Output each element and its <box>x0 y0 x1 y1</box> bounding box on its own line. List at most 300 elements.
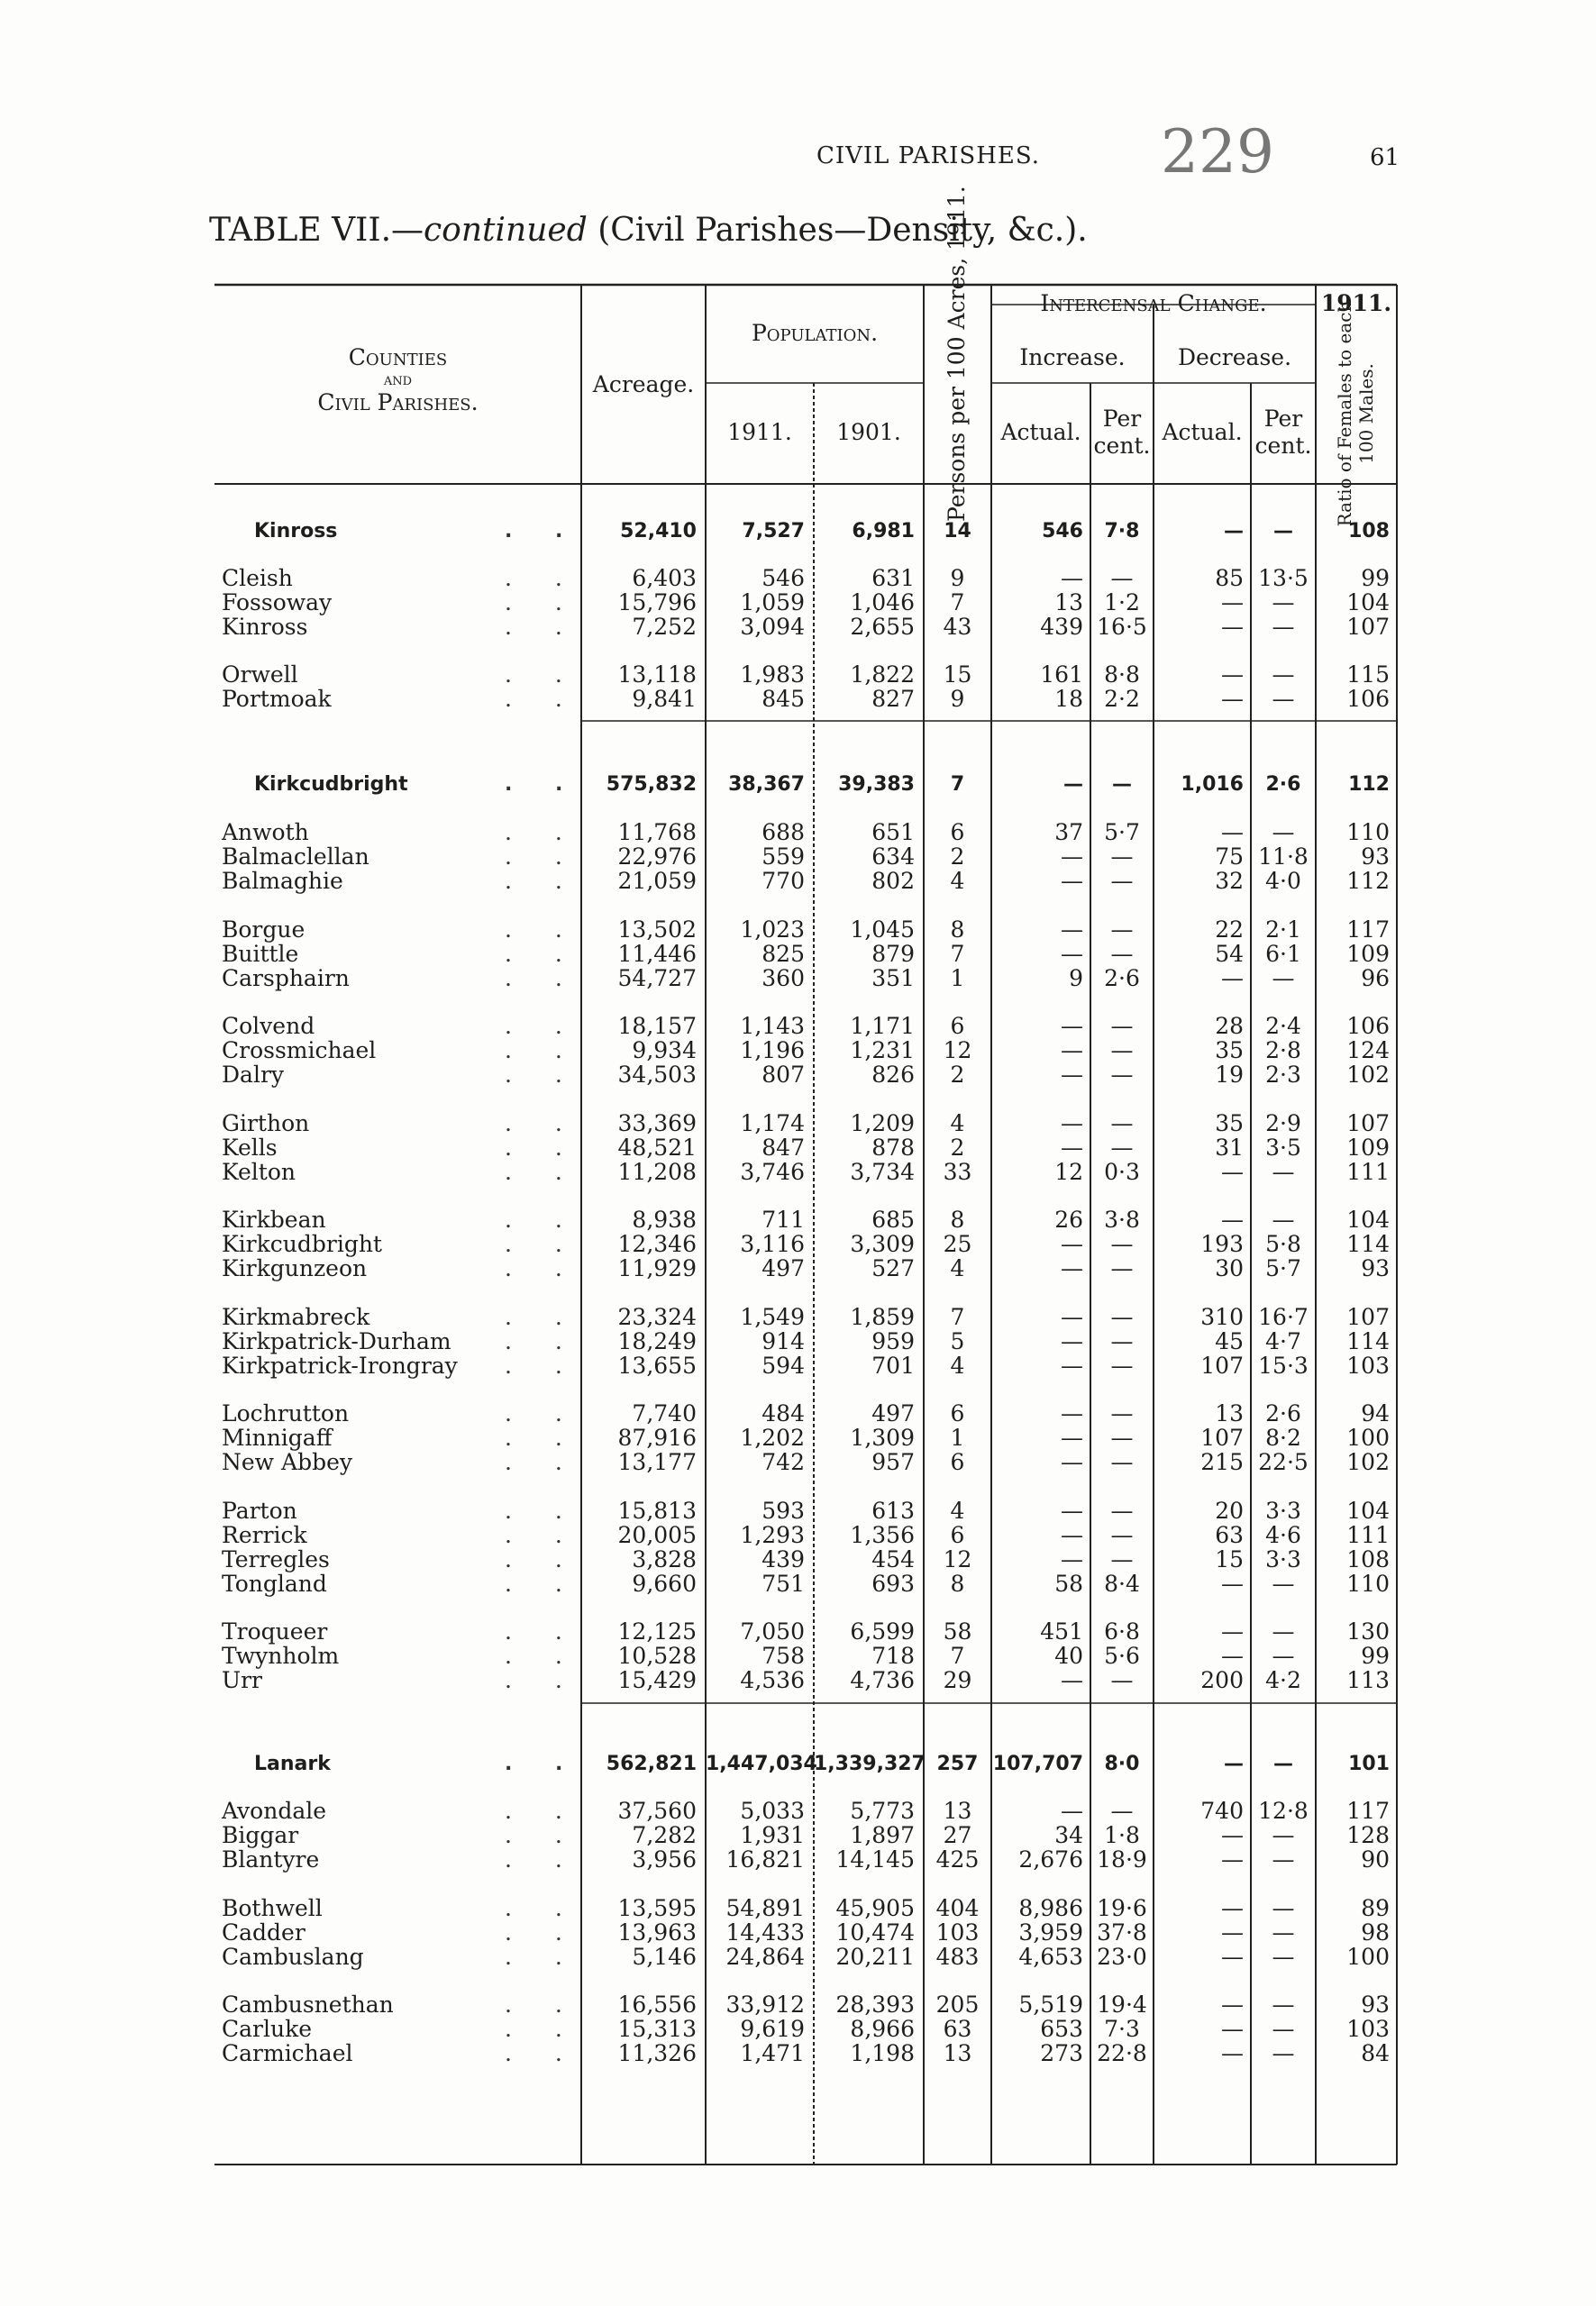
cell-inc-pct: 18·9 <box>1097 1846 1147 1873</box>
cell-ratio: 109 <box>1346 1135 1390 1161</box>
leader-dots: . . <box>505 520 581 542</box>
cell-p1901: 718 <box>871 1643 915 1669</box>
cell-p1911: 1,143 <box>740 1013 805 1039</box>
cell-p1911: 3,094 <box>740 614 805 640</box>
cell-inc-pct: — <box>1110 1353 1134 1379</box>
cell-dec-actual: 45 <box>1215 1328 1244 1354</box>
cell-dec-actual: — <box>1221 1822 1244 1848</box>
cell-dec-pct: — <box>1273 520 1293 542</box>
cell-persons: 6 <box>950 1522 965 1548</box>
cell-inc-actual: 161 <box>1040 661 1083 688</box>
header-increase-percent <box>1090 406 1154 460</box>
cell-inc-actual: — <box>1061 1110 1083 1136</box>
cell-p1911: 807 <box>762 1062 805 1088</box>
cell-ratio: 103 <box>1346 2016 1390 2042</box>
parish-row <box>0 1896 1596 1921</box>
cell-ratio: 108 <box>1346 1546 1390 1572</box>
cell-dec-actual: 28 <box>1215 1013 1244 1039</box>
parish-row <box>0 1256 1596 1281</box>
leader-dots: . . <box>505 1062 580 1088</box>
cell-acreage: 18,157 <box>617 1013 697 1039</box>
cell-ratio: 111 <box>1346 1159 1390 1185</box>
header-increase-actual: Actual. <box>1000 419 1081 445</box>
cell-inc-pct: — <box>1110 843 1134 870</box>
cell-dec-actual: — <box>1221 819 1244 845</box>
cell-dec-actual: — <box>1224 1753 1244 1775</box>
parish-name: Parton <box>222 1498 297 1524</box>
cell-ratio: 93 <box>1361 1255 1390 1281</box>
cell-dec-pct: — <box>1272 1618 1295 1645</box>
cell-persons: 8 <box>950 1571 965 1597</box>
leader-dots: . . <box>505 1304 580 1330</box>
parish-name: Kirkbean <box>222 1207 326 1233</box>
leader-dots: . . <box>505 941 580 967</box>
cell-dec-actual: 75 <box>1215 843 1244 870</box>
parish-name: Cadder <box>222 1919 306 1946</box>
cell-p1911: 3,746 <box>740 1159 805 1185</box>
parish-row <box>0 1401 1596 1426</box>
parish-name: Buittle <box>222 941 299 967</box>
cell-dec-actual: 54 <box>1215 941 1244 967</box>
cell-p1911: 914 <box>762 1328 805 1354</box>
parish-row <box>0 1823 1596 1848</box>
cell-acreage: 15,429 <box>617 1667 697 1693</box>
header-ratio-females: Ratio of Females to each 100 Males. <box>1334 300 1377 527</box>
cell-persons: 1 <box>950 1425 965 1451</box>
cell-dec-pct: — <box>1272 589 1295 615</box>
parish-name: Cambuslang <box>222 1944 364 1970</box>
parish-name: Kells <box>222 1135 278 1161</box>
cell-p1911: 1,471 <box>740 2040 805 2066</box>
leader-dots: . . <box>505 868 580 894</box>
leader-dots: . . <box>505 1231 580 1257</box>
cell-ratio: 106 <box>1346 1013 1390 1039</box>
cell-p1911: 559 <box>762 843 805 870</box>
cell-p1911: 847 <box>762 1135 805 1161</box>
cell-acreage: 15,796 <box>617 589 697 615</box>
cell-persons: 4 <box>950 1110 965 1136</box>
parish-row <box>0 1426 1596 1451</box>
parish-row <box>0 1547 1596 1572</box>
parish-row <box>0 1111 1596 1136</box>
cell-persons: 1 <box>950 965 965 991</box>
cell-dec-actual: 13 <box>1215 1400 1244 1426</box>
cell-dec-pct: 12·8 <box>1258 1798 1309 1824</box>
cell-acreage: 18,249 <box>617 1328 697 1354</box>
parish-row <box>0 1329 1596 1354</box>
cell-inc-actual: — <box>1061 941 1083 967</box>
cell-dec-actual: 310 <box>1200 1304 1244 1330</box>
cell-inc-pct: 19·4 <box>1097 1992 1147 2018</box>
cell-dec-pct: — <box>1272 1643 1295 1669</box>
cell-inc-actual: — <box>1061 1353 1083 1379</box>
cell-acreage: 15,813 <box>617 1498 697 1524</box>
cell-ratio: 99 <box>1361 565 1390 591</box>
cell-p1911: 751 <box>762 1571 805 1597</box>
cell-acreage: 87,916 <box>617 1425 697 1451</box>
parish-name: New Abbey <box>222 1449 352 1475</box>
cell-dec-pct: 5·8 <box>1265 1231 1301 1257</box>
cell-inc-actual: 5,519 <box>1018 1992 1083 2018</box>
leader-dots: . . <box>505 661 580 688</box>
cell-dec-actual: — <box>1221 1846 1244 1873</box>
cell-p1911: 439 <box>762 1546 805 1572</box>
cell-p1901: 957 <box>871 1449 915 1475</box>
cell-p1901: 1,339,327 <box>814 1753 926 1775</box>
cell-ratio: 90 <box>1361 1846 1390 1873</box>
cell-dec-pct: 4·0 <box>1265 868 1301 894</box>
cell-persons: 13 <box>943 1798 972 1824</box>
cell-ratio: 102 <box>1346 1062 1390 1088</box>
cell-dec-actual: 19 <box>1215 1062 1244 1088</box>
cell-p1901: 1,859 <box>850 1304 915 1330</box>
cell-dec-pct: — <box>1272 819 1295 845</box>
header-intercensal-change: Intercensal Change. <box>1040 290 1267 316</box>
leader-dots: . . <box>505 1992 580 2018</box>
cell-p1901: 351 <box>871 965 915 991</box>
leader-dots: . . <box>505 1013 580 1039</box>
cell-p1901: 879 <box>871 941 915 967</box>
cell-inc-pct: — <box>1110 1110 1134 1136</box>
leader-dots: . . <box>505 1822 580 1848</box>
cell-p1901: 1,897 <box>850 1822 915 1848</box>
cell-dec-actual: 200 <box>1200 1667 1244 1693</box>
cell-inc-pct: — <box>1110 1425 1134 1451</box>
cell-ratio: 102 <box>1346 1449 1390 1475</box>
cell-persons: 12 <box>943 1546 972 1572</box>
parish-name: Anwoth <box>222 819 309 845</box>
cell-persons: 425 <box>935 1846 980 1873</box>
cell-acreage: 23,324 <box>617 1304 697 1330</box>
cell-p1901: 8,966 <box>850 2016 915 2042</box>
cell-dec-actual: 63 <box>1215 1522 1244 1548</box>
county-name: Lanark <box>254 1753 331 1775</box>
cell-ratio: 117 <box>1346 916 1390 943</box>
cell-inc-pct: 22·8 <box>1097 2040 1147 2066</box>
cell-acreage: 7,252 <box>632 614 697 640</box>
running-header: CIVIL PARISHES. <box>816 142 1041 169</box>
parish-row <box>0 1354 1596 1379</box>
cell-p1901: 959 <box>871 1328 915 1354</box>
parish-row <box>0 687 1596 712</box>
county-name: Kinross <box>254 520 338 542</box>
parish-name: Kirkmabreck <box>222 1304 370 1330</box>
cell-p1911: 594 <box>762 1353 805 1379</box>
county-name: Kirkcudbright <box>254 773 408 796</box>
cell-p1901: 827 <box>871 686 915 712</box>
cell-dec-actual: — <box>1221 614 1244 640</box>
parish-row <box>0 1305 1596 1330</box>
cell-p1901: 1,198 <box>850 2040 915 2066</box>
cell-dec-actual: 22 <box>1215 916 1244 943</box>
cell-dec-pct: — <box>1273 1753 1293 1775</box>
cell-ratio: 111 <box>1346 1522 1390 1548</box>
cell-inc-actual: 9 <box>1069 965 1083 991</box>
cell-acreage: 48,521 <box>617 1135 697 1161</box>
leader-dots: . . <box>505 1425 580 1451</box>
cell-acreage: 575,832 <box>606 773 697 796</box>
cell-inc-actual: 58 <box>1054 1571 1083 1597</box>
cell-ratio: 100 <box>1346 1425 1390 1451</box>
cell-dec-pct: 22·5 <box>1258 1449 1309 1475</box>
cell-p1901: 634 <box>871 843 915 870</box>
header-decrease-percent <box>1251 406 1316 460</box>
cell-dec-pct: 2·3 <box>1265 1062 1301 1088</box>
cell-p1911: 1,447,034 <box>706 1753 817 1775</box>
parish-name: Borgue <box>222 916 306 943</box>
cell-inc-actual: 2,676 <box>1018 1846 1083 1873</box>
cell-dec-pct: 4·2 <box>1265 1667 1301 1693</box>
header-increase: Increase. <box>1019 344 1126 370</box>
page-number: 61 <box>1370 144 1400 171</box>
cell-p1901: 10,474 <box>835 1919 915 1946</box>
parish-row <box>0 1062 1596 1088</box>
cell-inc-actual: — <box>1061 843 1083 870</box>
leader-dots: . . <box>505 1798 580 1824</box>
cell-ratio: 130 <box>1346 1618 1390 1645</box>
cell-ratio: 103 <box>1346 1353 1390 1379</box>
cell-p1911: 484 <box>762 1400 805 1426</box>
header-decrease: Decrease. <box>1177 344 1292 370</box>
parish-name: Balmaghie <box>222 868 343 894</box>
cell-p1911: 1,196 <box>740 1037 805 1063</box>
cell-acreage: 11,208 <box>617 1159 697 1185</box>
parish-name: Kirkpatrick-Durham <box>222 1328 451 1354</box>
header-acreage: Acreage. <box>592 371 695 397</box>
leader-dots: . . <box>505 1643 580 1669</box>
cell-p1911: 1,202 <box>740 1425 805 1451</box>
leader-dots: . . <box>505 686 580 712</box>
parish-name: Kirkgunzeon <box>222 1255 368 1281</box>
cell-ratio: 106 <box>1346 686 1390 712</box>
cell-dec-pct: 2·4 <box>1265 1013 1301 1039</box>
table-title-italic: continued <box>424 212 588 249</box>
header-pop-1901: 1901. <box>836 419 901 445</box>
parish-name: Balmaclellan <box>222 843 369 870</box>
cell-p1911: 593 <box>762 1498 805 1524</box>
leader-dots: . . <box>505 1618 580 1645</box>
parish-row <box>0 1992 1596 2018</box>
cell-inc-actual: — <box>1061 1231 1083 1257</box>
cell-p1911: 7,050 <box>740 1618 805 1645</box>
parish-name: Urr <box>222 1667 262 1693</box>
cell-ratio: 84 <box>1361 2040 1390 2066</box>
cell-ratio: 112 <box>1346 868 1390 894</box>
cell-dec-pct: — <box>1272 1207 1295 1233</box>
cell-persons: 6 <box>950 1400 965 1426</box>
cell-inc-actual: 4,653 <box>1018 1944 1083 1970</box>
cell-ratio: 104 <box>1346 589 1390 615</box>
cell-inc-actual: 439 <box>1040 614 1083 640</box>
cell-inc-pct: 3·8 <box>1104 1207 1140 1233</box>
cell-acreage: 11,768 <box>617 819 697 845</box>
cell-persons: 8 <box>950 1207 965 1233</box>
cell-ratio: 113 <box>1346 1667 1390 1693</box>
cell-persons: 6 <box>950 1013 965 1039</box>
cell-persons: 7 <box>950 1304 965 1330</box>
parish-row <box>0 1038 1596 1063</box>
cell-inc-pct: 19·6 <box>1097 1895 1147 1921</box>
leader-dots: . . <box>505 1255 580 1281</box>
cell-inc-actual: — <box>1061 1546 1083 1572</box>
cell-dec-pct: — <box>1272 614 1295 640</box>
cell-acreage: 3,956 <box>632 1846 697 1873</box>
cell-p1901: 6,981 <box>852 520 915 542</box>
cell-inc-pct: 7·8 <box>1104 520 1140 542</box>
cell-inc-actual: — <box>1061 1498 1083 1524</box>
leader-dots: . . <box>505 565 580 591</box>
cell-persons: 4 <box>950 1353 965 1379</box>
cell-p1911: 742 <box>762 1449 805 1475</box>
header-decrease-percent-line2: cent. <box>1254 433 1312 459</box>
parish-row <box>0 1208 1596 1233</box>
parish-name: Kinross <box>222 614 308 640</box>
cell-p1911: 497 <box>762 1255 805 1281</box>
parish-row <box>0 2041 1596 2066</box>
parish-row <box>0 1450 1596 1475</box>
header-population: Population. <box>751 320 879 346</box>
parish-name: Rerrick <box>222 1522 307 1548</box>
cell-persons: 9 <box>950 686 965 712</box>
cell-inc-actual: — <box>1061 1135 1083 1161</box>
cell-inc-actual: — <box>1061 1400 1083 1426</box>
leader-dots: . . <box>505 1895 580 1921</box>
cell-acreage: 16,556 <box>617 1992 697 2018</box>
leader-dots: . . <box>505 1546 580 1572</box>
cell-dec-pct: — <box>1272 1846 1295 1873</box>
parish-row <box>0 1945 1596 1970</box>
cell-inc-actual: — <box>1061 565 1083 591</box>
leader-dots: . . <box>505 1110 580 1136</box>
parish-name: Twynholm <box>222 1643 340 1669</box>
parish-row <box>0 1499 1596 1524</box>
cell-dec-pct: — <box>1272 1992 1295 2018</box>
cell-p1901: 1,231 <box>850 1037 915 1063</box>
cell-inc-actual: — <box>1061 1255 1083 1281</box>
cell-persons: 13 <box>943 2040 972 2066</box>
parish-name: Avondale <box>222 1798 327 1824</box>
cell-dec-actual: — <box>1221 2016 1244 2042</box>
leader-dots: . . <box>505 1522 580 1548</box>
cell-acreage: 13,118 <box>617 661 697 688</box>
county-row <box>0 772 1596 798</box>
leader-dots: . . <box>505 1919 580 1946</box>
cell-ratio: 107 <box>1346 614 1390 640</box>
cell-inc-actual: 26 <box>1054 1207 1083 1233</box>
cell-ratio: 128 <box>1346 1822 1390 1848</box>
header-year-1911: 1911. <box>1320 290 1392 316</box>
cell-dec-actual: 32 <box>1215 868 1244 894</box>
parish-row <box>0 1799 1596 1824</box>
cell-dec-actual: 107 <box>1200 1353 1244 1379</box>
cell-inc-pct: 8·4 <box>1104 1571 1140 1597</box>
parish-row <box>0 566 1596 591</box>
cell-persons: 7 <box>950 941 965 967</box>
cell-acreage: 3,828 <box>632 1546 697 1572</box>
parish-row <box>0 820 1596 845</box>
cell-acreage: 5,146 <box>632 1944 697 1970</box>
cell-acreage: 10,528 <box>617 1643 697 1669</box>
cell-persons: 2 <box>950 843 965 870</box>
parish-name: Fossoway <box>222 589 333 615</box>
cell-dec-pct: 2·1 <box>1265 916 1301 943</box>
cell-p1911: 9,619 <box>740 2016 805 2042</box>
cell-persons: 257 <box>936 1753 979 1775</box>
cell-p1901: 1,309 <box>850 1425 915 1451</box>
cell-inc-actual: 107,707 <box>992 1753 1083 1775</box>
cell-p1901: 28,393 <box>835 1992 915 2018</box>
cell-dec-actual: 1,016 <box>1181 773 1244 796</box>
parish-name: Tongland <box>222 1571 327 1597</box>
cell-inc-pct: — <box>1110 565 1134 591</box>
cell-persons: 12 <box>943 1037 972 1063</box>
cell-ratio: 110 <box>1346 1571 1390 1597</box>
cell-acreage: 37,560 <box>617 1798 697 1824</box>
header-persons-per-acre: Persons per 100 Acres, 1911. <box>944 186 970 522</box>
cell-persons: 4 <box>950 1255 965 1281</box>
cell-p1911: 1,059 <box>740 589 805 615</box>
cell-inc-pct: — <box>1110 1449 1134 1475</box>
cell-acreage: 7,740 <box>632 1400 697 1426</box>
cell-dec-pct: 11·8 <box>1258 843 1309 870</box>
cell-dec-actual: 20 <box>1215 1498 1244 1524</box>
parish-name: Blantyre <box>222 1846 320 1873</box>
parish-row <box>0 844 1596 870</box>
cell-persons: 14 <box>944 520 971 542</box>
cell-persons: 7 <box>950 773 965 796</box>
cell-dec-pct: — <box>1272 1895 1295 1921</box>
cell-p1901: 631 <box>871 565 915 591</box>
cell-dec-actual: — <box>1221 1618 1244 1645</box>
cell-persons: 58 <box>943 1618 972 1645</box>
cell-inc-actual: 451 <box>1040 1618 1083 1645</box>
cell-ratio: 104 <box>1346 1207 1390 1233</box>
cell-dec-pct: 4·6 <box>1265 1522 1301 1548</box>
cell-inc-pct: — <box>1110 868 1134 894</box>
cell-p1901: 693 <box>871 1571 915 1597</box>
header-increase-percent-line2: cent. <box>1093 433 1151 459</box>
cell-p1911: 54,891 <box>725 1895 805 1921</box>
parish-name: Terregles <box>222 1546 330 1572</box>
parish-row <box>0 1920 1596 1946</box>
parish-row <box>0 917 1596 943</box>
cell-inc-pct: — <box>1110 1798 1134 1824</box>
cell-persons: 43 <box>943 614 972 640</box>
cell-p1911: 14,433 <box>725 1919 805 1946</box>
cell-acreage: 34,503 <box>617 1062 697 1088</box>
cell-inc-pct: — <box>1110 1498 1134 1524</box>
parish-row <box>0 1135 1596 1161</box>
cell-inc-pct: 1·2 <box>1104 589 1140 615</box>
cell-acreage: 9,841 <box>632 686 697 712</box>
leader-dots: . . <box>505 1944 580 1970</box>
cell-ratio: 96 <box>1361 965 1390 991</box>
parish-row <box>0 590 1596 615</box>
cell-p1901: 651 <box>871 819 915 845</box>
leader-dots: . . <box>505 1753 581 1775</box>
leader-dots: . . <box>505 1328 580 1354</box>
header-counties-line2: and <box>383 370 413 389</box>
cell-inc-pct: 7·3 <box>1104 2016 1140 2042</box>
cell-persons: 6 <box>950 819 965 845</box>
cell-persons: 27 <box>943 1822 972 1848</box>
cell-inc-pct: 16·5 <box>1097 614 1147 640</box>
cell-persons: 9 <box>950 565 965 591</box>
cell-p1901: 497 <box>871 1400 915 1426</box>
parish-row <box>0 1644 1596 1669</box>
cell-dec-pct: 5·7 <box>1265 1255 1301 1281</box>
cell-inc-pct: — <box>1110 1522 1134 1548</box>
